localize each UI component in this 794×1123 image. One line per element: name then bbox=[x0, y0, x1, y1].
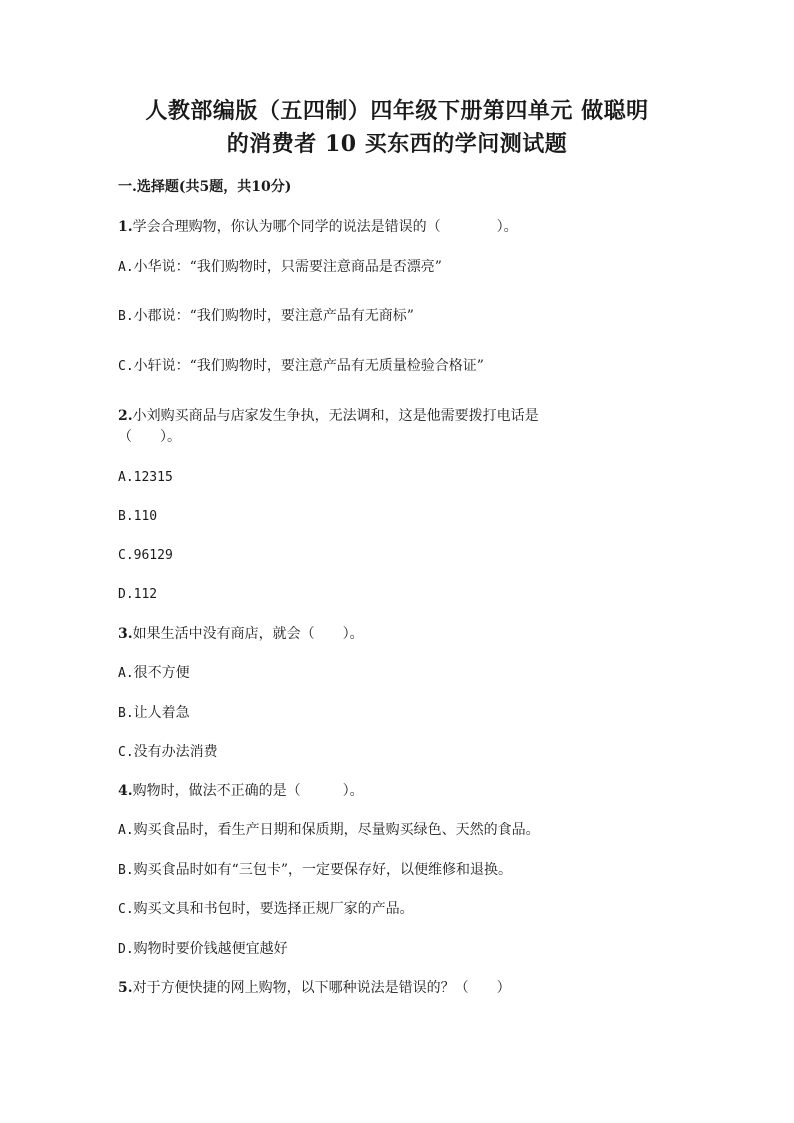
option-label: B. bbox=[118, 509, 134, 524]
option-label: D. bbox=[118, 587, 134, 602]
option-label: C. bbox=[118, 359, 134, 374]
question-1-option-c bbox=[118, 356, 484, 377]
option-label: B. bbox=[118, 706, 134, 721]
question-5 bbox=[118, 978, 511, 998]
option-text: 让人着急 bbox=[133, 705, 190, 721]
question-4-option-b bbox=[118, 860, 512, 881]
question-4-option-a bbox=[118, 820, 540, 841]
option-text: 96129 bbox=[133, 548, 173, 563]
question-1-option-b bbox=[118, 306, 414, 327]
option-label: B. bbox=[118, 309, 134, 324]
option-text: 小华说：“我们购物时，只需要注意商品是否漂亮” bbox=[133, 259, 442, 275]
question-number: 2. bbox=[118, 408, 133, 424]
question-stem: 学会合理购物，你认为哪个同学的说法是错误的（ ）。 bbox=[132, 219, 518, 235]
question-stem: 购物时，做法不正确的是（ ）。 bbox=[132, 783, 364, 799]
option-text: 110 bbox=[133, 509, 158, 524]
question-stem: 如果生活中没有商店，就会（ ）。 bbox=[132, 626, 364, 642]
question-2-option-b bbox=[118, 506, 157, 527]
option-label: A. bbox=[118, 470, 134, 485]
question-4 bbox=[118, 781, 364, 801]
option-text: 购买食品时如有“三包卡”，一定要保存好，以便维修和退换。 bbox=[133, 862, 512, 878]
option-text: 112 bbox=[133, 587, 158, 602]
question-1 bbox=[118, 217, 518, 237]
question-4-option-d bbox=[118, 939, 288, 960]
question-4-option-c bbox=[118, 899, 414, 920]
option-label: A. bbox=[118, 666, 134, 681]
option-label: A. bbox=[118, 260, 134, 275]
option-label: A. bbox=[118, 823, 134, 838]
question-2-option-d bbox=[118, 584, 157, 605]
question-number: 3. bbox=[118, 626, 133, 642]
question-2 bbox=[118, 406, 539, 426]
option-text: 没有办法消费 bbox=[133, 744, 218, 760]
option-text: 小轩说：“我们购物时，要注意产品有无质量检验合格证” bbox=[133, 358, 484, 374]
section-heading: 一.选择题(共5题，共10分) bbox=[118, 179, 292, 195]
question-2-option-c bbox=[118, 545, 173, 566]
question-1-option-a bbox=[118, 257, 442, 278]
document-title-line-1: 人教部编版（五四制）四年级下册第四单元 做聪明 bbox=[145, 98, 649, 124]
question-3-option-a bbox=[118, 663, 190, 684]
question-number: 1. bbox=[118, 219, 133, 235]
question-number: 4. bbox=[118, 783, 133, 799]
question-2-option-a bbox=[118, 467, 173, 488]
option-label: C. bbox=[118, 902, 134, 917]
question-2-stem-continuation: （ ）。 bbox=[118, 429, 181, 445]
option-text: 购物时要价钱越便宜越好 bbox=[133, 941, 288, 957]
option-text: 购买文具和书包时，要选择正规厂家的产品。 bbox=[133, 901, 414, 917]
option-text: 购买食品时，看生产日期和保质期，尽量购买绿色、天然的食品。 bbox=[133, 822, 540, 838]
option-label: C. bbox=[118, 745, 134, 760]
question-number: 5. bbox=[118, 980, 133, 996]
option-text: 小郡说：“我们购物时，要注意产品有无商标” bbox=[133, 308, 414, 324]
question-stem: 小刘购买商品与店家发生争执，无法调和，这是他需要拨打电话是 bbox=[132, 408, 539, 424]
option-label: D. bbox=[118, 942, 134, 957]
option-text: 12315 bbox=[133, 470, 173, 485]
question-stem: 对于方便快捷的网上购物，以下哪种说法是错误的？（ ） bbox=[132, 980, 511, 996]
document-title-line-2: 的消费者 10 买东西的学问测试题 bbox=[226, 131, 568, 157]
option-label: B. bbox=[118, 863, 134, 878]
question-3-option-b bbox=[118, 703, 190, 724]
question-3-option-c bbox=[118, 742, 218, 763]
option-text: 很不方便 bbox=[133, 665, 190, 681]
option-label: C. bbox=[118, 548, 134, 563]
question-3 bbox=[118, 624, 364, 644]
